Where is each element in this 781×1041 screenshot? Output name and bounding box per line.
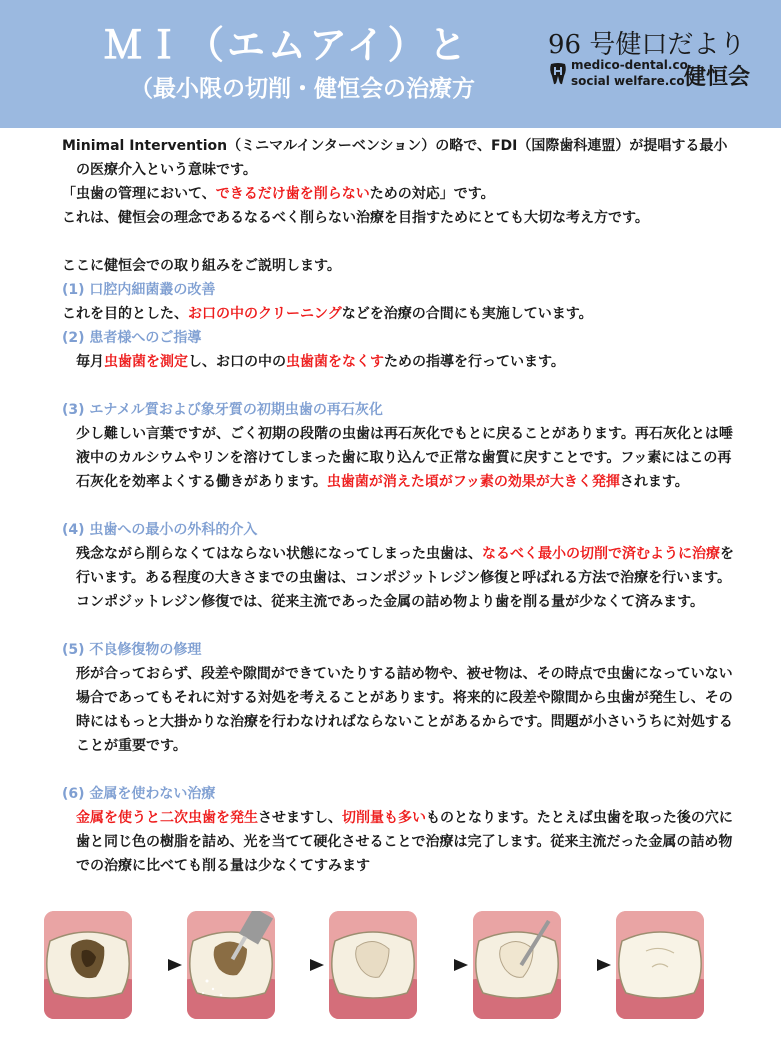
org-name-jp: 健恒会 [684,65,751,90]
highlight: できるだけ歯を削らない [215,186,370,202]
newsletter-issue: 96 号健口だより [548,30,746,60]
section-3-body: 少し難しい言葉ですが、ごく初期の段階の虫歯は再石灰化でもとに戻ることがあります。再石灰化とは唾液中のカルシウムやリンを溶けてしまった歯に取り込んで正常な歯質に戻すことです。フッ素にはこの再石灰化を効率よくする働きがあります。虫歯菌が消えた頃がフッ素の効果が大きく発揮されます。 [76,426,733,490]
cleaned-cavity-image [329,911,417,1019]
restored-tooth-image [616,911,704,1019]
arrow-right-icon [310,959,324,971]
intro-paragraph-4: ここに健恒会での取り組みをご説明します。 [62,258,341,274]
treatment-steps-illustration [44,911,739,1019]
section-1-title: (1) 口腔内細菌叢の改善 [62,282,216,298]
page-subtitle: （最小限の切削・健恒会の治療方 [130,76,475,102]
section-4-title: (4) 虫歯への最小の外科的介入 [62,522,258,538]
org-name-en-1: medico-dental.co [571,58,688,72]
tooth-logo-icon [548,62,568,86]
section-3-title: (3) エナメル質および象牙質の初期虫歯の再石灰化 [62,402,383,418]
drilling-tooth-image [187,911,275,1019]
section-6-title: (6) 金属を使わない治療 [62,786,216,802]
section-2-body: 毎月虫歯菌を測定し、お口の中の虫歯菌をなくすための指導を行っています。 [76,354,565,370]
section-1-body: これを目的とした、お口の中のクリーニングなどを治療の合間にも実施しています。 [62,306,593,322]
section-2-title: (2) 患者様へのご指導 [62,330,202,346]
section-5-body: 形が合っておらず、段差や隙間ができていたりする詰め物や、被せ物は、その時点で虫歯になっていない場合であってもそれに対する対処を考えることがあります。将来的に段差や隙間から虫歯が発生し、その時にはもっと大掛かりな治療を行わなければならないことがあるからです。問題が小さいうちに対処することが重要です。 [76,666,733,754]
article-body [62,134,738,878]
page-title: ＭＩ（エムアイ）と [104,23,470,67]
resin-filling-image [473,911,561,1019]
intro-paragraph-3: これは、健恒会の理念であるなるべく削らない治療を目指すためにとても大切な考え方です。 [62,210,649,226]
section-4-body: 残念ながら削らなくてはならない状態になってしまった虫歯は、なるべく最小の切削で済むように治療を行います。ある程度の大きさまでの虫歯は、コンポジットレジン修復と呼ばれる方法で治療を行います。コンポジットレジン修復では、従来主流であった金属の詰め物より歯を削る量が少なくて済みます。 [76,546,734,610]
intro-paragraph-1: Minimal Intervention（ミニマルインターベンション）の略で、FDI（国際歯科連盟）が提唱する最小の医療介入という意味です。 [62,138,728,178]
section-5-title: (5) 不良修復物の修理 [62,642,202,658]
arrow-right-icon [168,959,182,971]
header-banner [0,0,781,128]
arrow-right-icon [454,959,468,971]
org-name-en-2: social welfare.co [571,74,685,88]
section-6-body: 金属を使うと二次虫歯を発生させますし、切削量も多いものとなります。たとえば虫歯を取った後の穴に歯と同じ色の樹脂を詰め、光を当てて硬化させることで治療は完了します。従来主流だった金属の詰め物での治療に比べても削る量は少なくてすみます [76,810,733,874]
decayed-tooth-image [44,911,132,1019]
arrow-right-icon [597,959,611,971]
intro-paragraph-2: 「虫歯の管理において、できるだけ歯を削らないための対応」です。 [62,186,495,202]
